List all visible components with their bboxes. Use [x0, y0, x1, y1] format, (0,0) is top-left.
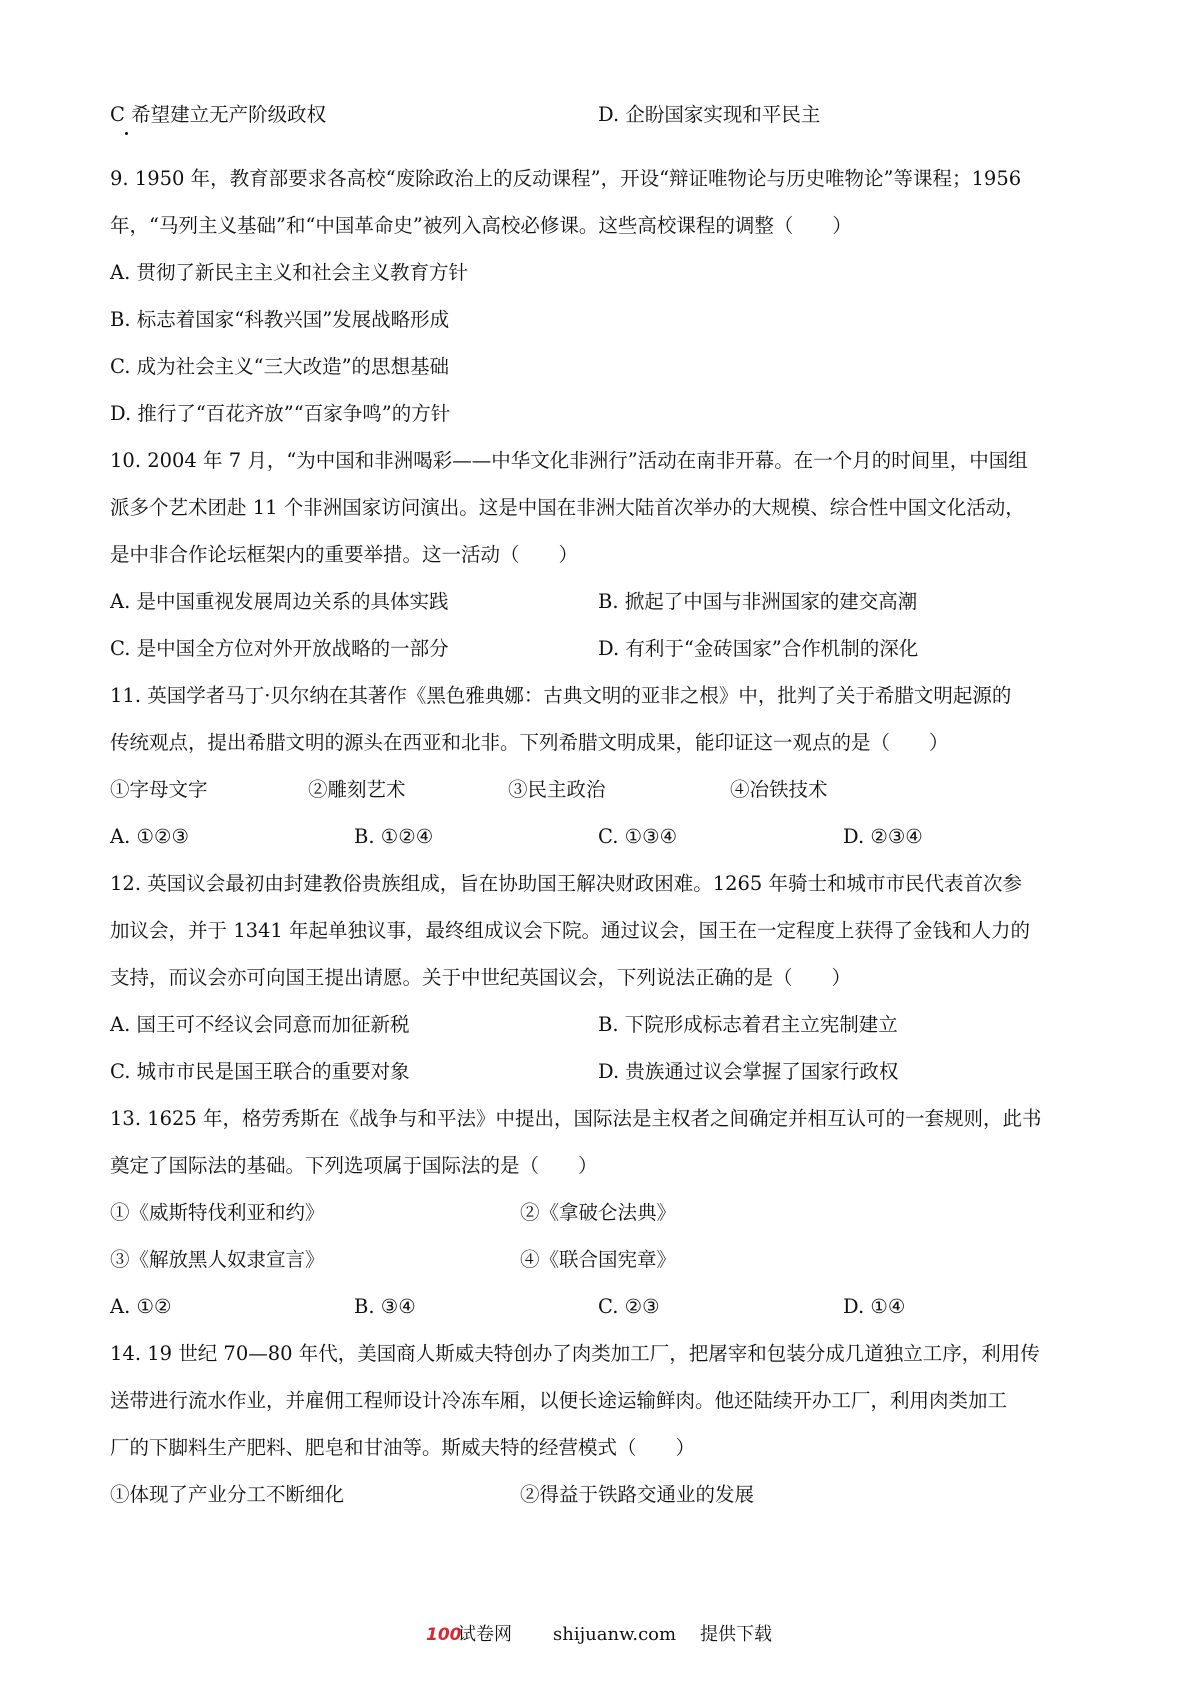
q10-option-a: A. 是中国重视发展周边关系的具体实践: [110, 590, 449, 613]
q13-option-d: D. ①④: [843, 1295, 906, 1318]
download-note: 提供下载: [700, 1624, 772, 1645]
site-logo: 100: [426, 1625, 462, 1645]
page-footer: [0, 1620, 1191, 1650]
q9-option-b: B. 标志着国家“科教兴国”发展战略形成: [110, 308, 450, 331]
q11-option-d: D. ②③④: [843, 825, 923, 848]
q10-stem-line-2: 派多个艺术团赴 11 个非洲国家访问演出。这是中国在非洲大陆首次举办的大规模、综合性中国文化活动，: [110, 496, 1025, 519]
q13-option-c: C. ②③: [598, 1295, 660, 1318]
q14-stem-line-1: 14. 19 世纪 70—80 年代，美国商人斯威夫特创办了肉类加工厂，把屠宰和包装分成几道独立工序，利用传: [110, 1342, 1040, 1365]
q12-stem-line-2: 加议会，并于 1341 年起单独议事，最终组成议会下院。通过议会，国王在一定程度上获得了金钱和人力的: [110, 919, 1031, 942]
q10-option-d: D. 有利于“金砖国家”合作机制的深化: [598, 637, 919, 660]
q11-option-a: A. ①②③: [110, 825, 189, 848]
q13-stem-line-2: 奠定了国际法的基础。下列选项属于国际法的是（ ）: [110, 1154, 598, 1177]
q13-stem-line-1: 13. 1625 年，格劳秀斯在《战争与和平法》中提出，国际法是主权者之间确定并相互认可的一套规则，此书: [110, 1107, 1042, 1130]
q9-option-d: D. 推行了“百花齐放”“百家争鸣”的方针: [110, 402, 451, 425]
q12-stem-line-3: 支持，而议会亦可向国王提出请愿。关于中世纪英国议会，下列说法正确的是（ ）: [110, 966, 852, 989]
q11-item-2: ②雕刻艺术: [308, 778, 406, 801]
q10-stem-line-1: 10. 2004 年 7 月，“为中国和非洲喝彩——中华文化非洲行”活动在南非开幕。在一个月的时间里，中国组: [110, 449, 1028, 472]
site-name: 试卷网: [458, 1624, 512, 1645]
q12-option-b: B. 下院形成标志着君主立宪制建立: [598, 1013, 898, 1036]
stray-dot-mark: [125, 132, 128, 135]
q12-stem-line-1: 12. 英国议会最初由封建教俗贵族组成，旨在协助国王解决财政困难。1265 年骑士和城市市民代表首次参: [110, 872, 1023, 895]
q14-item-2: ②得益于铁路交通业的发展: [520, 1483, 755, 1506]
q11-option-b: B. ①②④: [354, 825, 434, 848]
q8-option-d: D. 企盼国家实现和平民主: [598, 103, 821, 126]
q11-stem-line-1: 11. 英国学者马丁·贝尔纳在其著作《黑色雅典娜：古典文明的亚非之根》中，批判了关于希腊文明起源的: [110, 684, 1012, 707]
q9-option-a: A. 贯彻了新民主主义和社会主义教育方针: [110, 261, 468, 284]
q11-item-1: ①字母文字: [110, 778, 208, 801]
q9-option-c: C. 成为社会主义“三大改造”的思想基础: [110, 355, 450, 378]
q14-item-1: ①体现了产业分工不断细化: [110, 1483, 345, 1506]
q13-option-b: B. ③④: [354, 1295, 416, 1318]
q8-option-c: C 希望建立无产阶级政权: [110, 103, 327, 126]
q13-option-a: A. ①②: [110, 1295, 172, 1318]
q10-option-c: C. 是中国全方位对外开放战略的一部分: [110, 637, 449, 660]
q11-option-c: C. ①③④: [598, 825, 678, 848]
q12-option-c: C. 城市市民是国王联合的重要对象: [110, 1060, 410, 1083]
q14-stem-line-2: 送带进行流水作业，并雇佣工程师设计冷冻车厢，以便长途运输鲜肉。他还陆续开办工厂，利用肉类加工: [110, 1389, 1008, 1412]
site-url: shijuanw.com: [553, 1624, 677, 1645]
q9-stem-line-1: 9. 1950 年，教育部要求各高校“废除政治上的反动课程”，开设“辩证唯物论与历史唯物论”等课程；1956: [110, 167, 1022, 190]
q11-item-4: ④冶铁技术: [730, 778, 828, 801]
q11-stem-line-2: 传统观点，提出希腊文明的源头在西亚和北非。下列希腊文明成果，能印证这一观点的是（ ）: [110, 731, 949, 754]
q14-stem-line-3: 厂的下脚料生产肥料、肥皂和甘油等。斯威夫特的经营模式（ ）: [110, 1436, 696, 1459]
q10-stem-line-3: 是中非合作论坛框架内的重要举措。这一活动（ ）: [110, 543, 579, 566]
q11-item-3: ③民主政治: [508, 778, 606, 801]
q13-item-1: ①《威斯特伐利亚和约》: [110, 1201, 325, 1224]
q9-stem-line-2: 年，“马列主义基础”和“中国革命史”被列入高校必修课。这些高校课程的调整（ ）: [110, 214, 852, 237]
q13-item-4: ④《联合国宪章》: [520, 1248, 677, 1271]
q12-option-d: D. 贵族通过议会掌握了国家行政权: [598, 1060, 899, 1083]
q12-option-a: A. 国王可不经议会同意而加征新税: [110, 1013, 410, 1036]
q13-item-2: ②《拿破仑法典》: [520, 1201, 677, 1224]
q10-option-b: B. 掀起了中国与非洲国家的建交高潮: [598, 590, 918, 613]
q13-item-3: ③《解放黑人奴隶宣言》: [110, 1248, 325, 1271]
